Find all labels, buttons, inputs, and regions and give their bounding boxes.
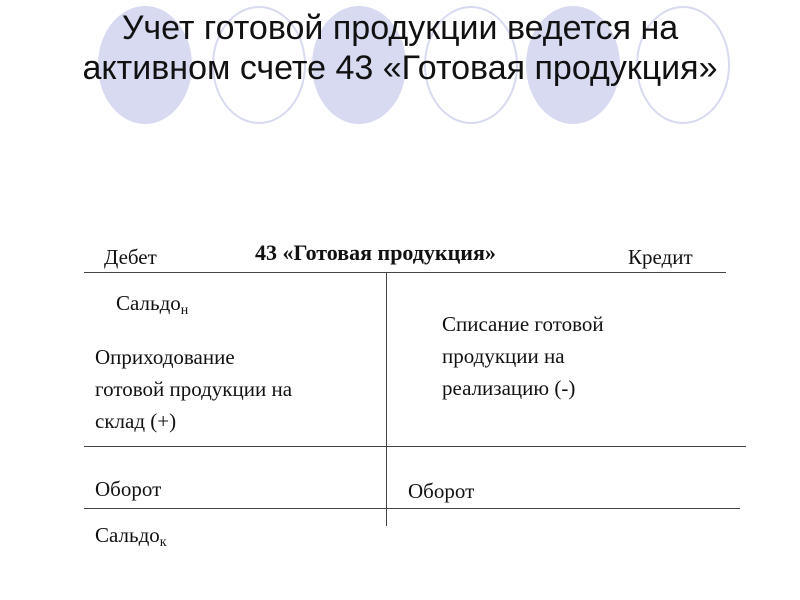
closing-balance-label: Сальдо (95, 523, 160, 547)
slide-title (0, 8, 800, 88)
debit-entry-line-3: склад (+) (95, 409, 177, 433)
closing-separator-line (84, 508, 740, 509)
debit-turnover: Оборот (95, 477, 162, 501)
credit-entry-line-1: Списание готовой (442, 312, 604, 336)
opening-balance (116, 290, 188, 316)
credit-entry-line-2: продукции на (442, 344, 565, 368)
debit-entry-line-2: готовой продукции на (95, 377, 293, 401)
opening-balance-subscript: н (180, 303, 189, 318)
credit-turnover: Оборот (408, 479, 475, 503)
opening-balance-label: Сальдо (116, 291, 181, 315)
account-name: 43 «Готовая продукция» (255, 240, 496, 265)
closing-balance (95, 522, 167, 548)
debit-entry-line-1: Оприходование (95, 345, 235, 369)
account-header-line (84, 272, 726, 273)
credit-entry-line-3: реализацию (-) (442, 376, 576, 400)
slide-title-line2: активном счете 43 «Готовая продукция» (82, 49, 718, 87)
account-divider (386, 272, 387, 526)
slide-title-line1: Учет готовой продукции ведется на (121, 9, 679, 47)
closing-balance-subscript: к (159, 535, 167, 550)
credit-label: Кредит (628, 245, 693, 269)
debit-label: Дебет (104, 245, 157, 269)
turnover-separator-line (84, 446, 746, 447)
